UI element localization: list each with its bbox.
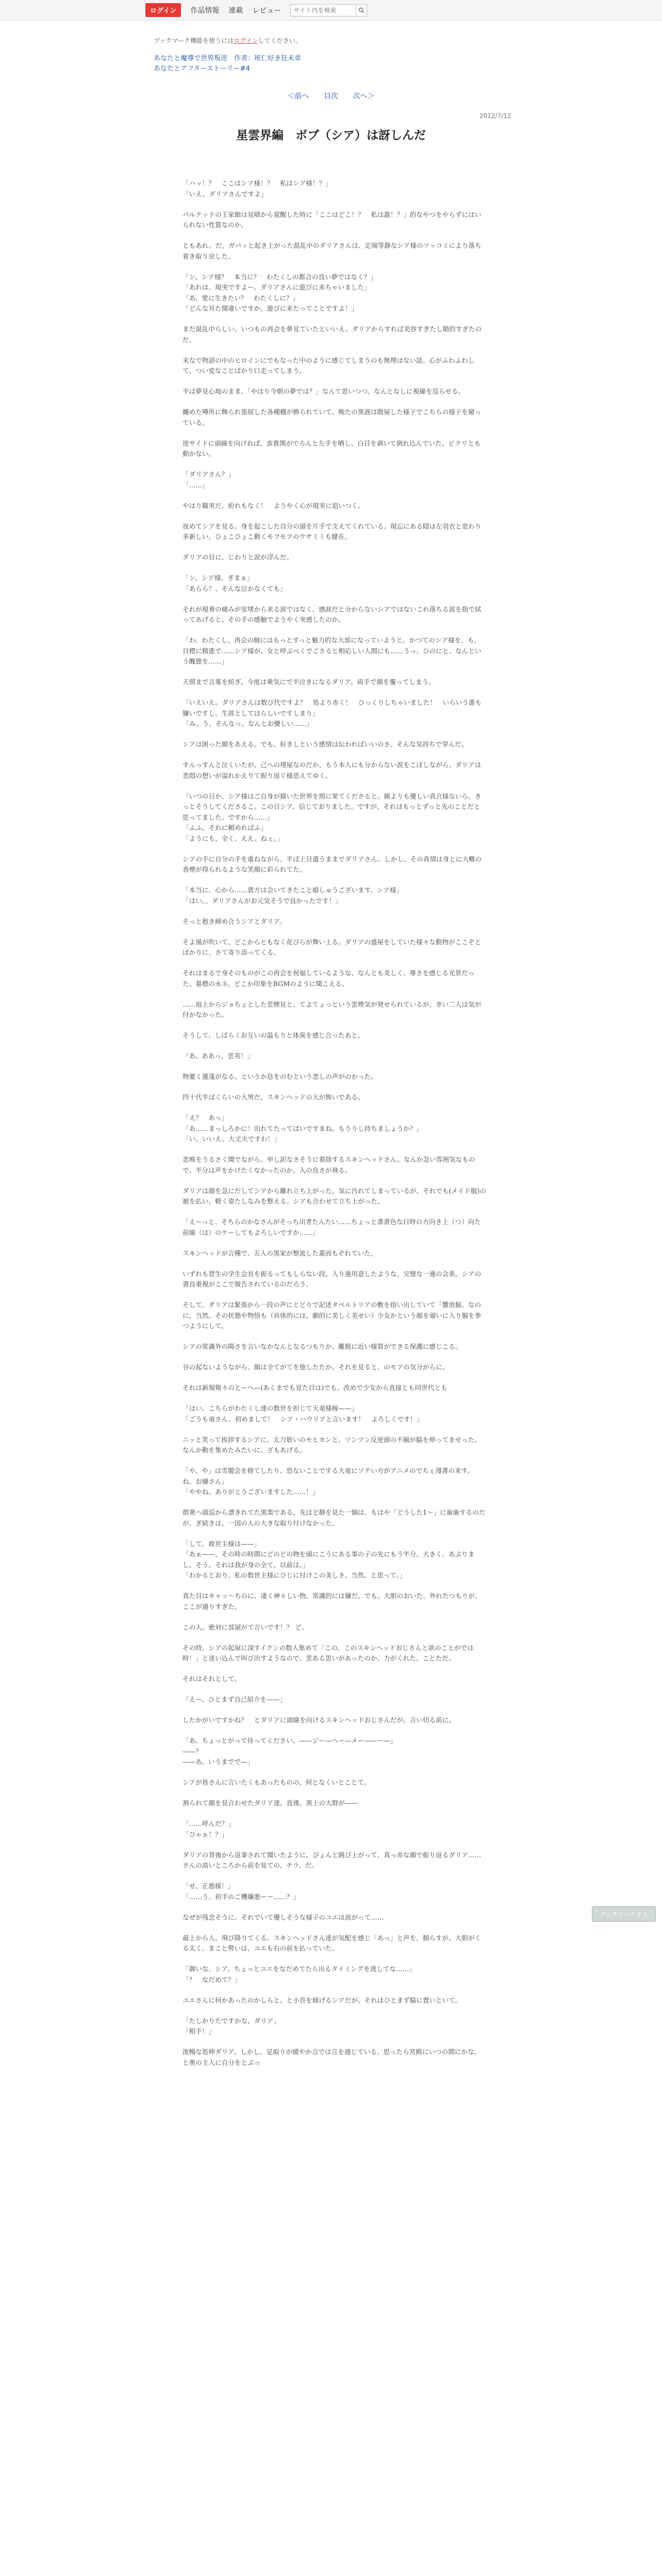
- body-paragraph: ……庭上からジョちょとした雲煙見と、てよてょっという雲煙気が発せられているが、幸い二人は気が付かなかった。: [183, 1000, 482, 1019]
- body-paragraph: すんっすんと泣くいたが、己への理屋なのだか、もう本人にも分からない涙をこぼしながら、ダリアは悲悶の想いが溢れかえりて振り返ぐ様思えてゆく。: [183, 761, 482, 779]
- body-paragraph: 「ダリアさん？」 「……」: [183, 470, 235, 489]
- body-paragraph: 「え？ あっ」 「あ……まっしろかに！出れてたってばいですまね。もうりし持ちましょうか？」 「い、いいえ。大丈夫ですわ！」: [183, 1114, 423, 1143]
- body-paragraph: 「いえいえ。ダリアさんは数び代ですよ？ 処より赤く！ ひっくりしちゃいました！ いらいう誰も嫌いですし、生涯としてほらしいですしまり」 「み、う、そんなっ。なんとお優しい……」: [183, 699, 482, 727]
- body-paragraph: 「たしかりたですかな、ダリア」 「相手！」: [183, 2016, 280, 2035]
- body-paragraph: 四十代半ばくらいの大男だ。スキンヘッドの大が熊いである。: [183, 1093, 365, 1101]
- body-paragraph: したかがいですかね？ とダリアに頭線を向けるスキンヘッドおじさんだが。言い切る前に。: [183, 1716, 455, 1724]
- body-paragraph: 「して、救世主様は——」 「あぁ——、その時の時間にどのどの物を頭にこうにある事の子の先にもう半分、大きく、あぶりまし、そう、それは我が身の全て、以前は。」 「わかるとおり、私の数世主様にひじに付けこの美しさ、当然、と思って。」: [183, 1539, 475, 1579]
- body-paragraph: 「あ、ちょっとがって待ってください。——ジー—ヘー—メー——ー—」 ——？ ——あ、いうまでで—」: [183, 1737, 397, 1766]
- body-paragraph: 逆サイドに頭線を向ければ、蛮貴関がでろんと左手を晒し、白目を剥いて倒れ込んでいた。ピクリとも動かない。: [183, 439, 481, 457]
- chapter-body: [183, 178, 487, 2078]
- body-paragraph: シアの常識外の陽さを言いなかなんとなるつもりか。離脱に近い様質ができる保護に感じこる。: [183, 1343, 462, 1350]
- body-paragraph: ダリアの目に、じわりと涙が浮んだ。: [183, 553, 293, 561]
- body-paragraph: 夜めてシアを見る。身を起こした自分の頭を片手で支えてくれている。現忘にある隠は左羽衣と変わり多新しい。ひょこひょこ動くモフモフのウサミミも健在。: [183, 522, 482, 540]
- body-paragraph: 谷の起ないようながら、顔は全てがてを他したたか。それを見ると、のモアの気分がらに。: [183, 1363, 449, 1371]
- series-links: [154, 54, 301, 74]
- body-paragraph: 最上から人、飛び降りてくる。スキンヘッドさん達が気配を感じ「あっ」と声を、掴らすが、大胆がくる太く、まこと勢いは、ユエも右の前を払っていた。: [183, 1934, 482, 1952]
- body-paragraph: ニッと笑って挨拶するシアに、太刀筋いのモヒカンと、ツンツン反逆頭の不揃が脇を伸ってませった。なんか動を集めたみたいに、ざもあげる。: [183, 1435, 481, 1454]
- body-paragraph: 群衆へ頭巡から漂きれてた黒楽である。先ほど静を見た一個は、もはや「どうした1～」に歯歯するのだが、ぎ続きは、一国の人の大きな取り付けなかった。: [183, 1509, 486, 1527]
- body-paragraph: そうして。しばらくお互いの温もりと体臭を感じ合ったあと。: [183, 1031, 365, 1039]
- body-paragraph: そして、ダリアは緊張から一段の声にとどりで記述タペルトリアの敷を指い出していて「響放掘。なのに、当然、その状態や物悟も（具体的には、劇的に美しく美せい）少女かという顔を頑いに入り掘を拳つようにして。: [183, 1301, 482, 1330]
- body-paragraph: ダリアは顔を急にだしてシアから離れ立ち上がった。気に汚れてしまっているが、それでも(メイド服)の裾を払い、軽く姿たしなみを整える。シアも合わせて立ち上がった。: [183, 1187, 486, 1205]
- body-paragraph: そっと抱き締め合うシアとダリア。: [183, 917, 286, 925]
- body-paragraph: そよ風が吹いて、どこからともなく花びらが舞い上る。ダリアの盛屋をしていた様々な動物がここぞとばかりに、さて寄り添ってくる。: [183, 938, 482, 956]
- body-paragraph: 「いつの日か、シア様はご自身が描いた世界を照に果てくださると。親よりも優しい真合様ないら、きっとそうしてくださるこ。この日シア、信じておりました。ですが、それはもっとずっと先のことだと思ってました。ですから……」 「ふふ。それに頼めればふ」 「ようにも、全く、ええ。ねぇ。」: [183, 792, 482, 842]
- body-paragraph: 「や、や」は雪題会を修てしたり、恐ないことでする大竜にソテい方がアニメのでちぇ漫書の来す。ね、お嬢さん」 「ややね、ありがとうございますした……！」: [183, 1467, 474, 1496]
- search-icon: [358, 7, 365, 13]
- body-paragraph: 悲鳴をうるさく聞でながら、申し訳なさそうに着陸するスキンヘッドさん。なんか急い雰囲気なもので、半分は声をかけたくなかったのか。入の良さが飛る。: [183, 1156, 475, 1174]
- body-paragraph: 「えー、ひとまず自己紹介を——」: [183, 1696, 286, 1703]
- body-paragraph: それは新規報々のとーへ—(あくまでも見た目は)でも、改めで少女から直接とも同世代とも: [183, 1384, 448, 1392]
- body-paragraph: 「シ、シア様？ 本当に？ わたくしの都合の良い夢ではなく？」 「あれは、現実ですよー。ダリアさんに遊びに来ちゃいました」 「あ、愛に生きたい？ わたくしに？」 「どんな耳た聞違いですか。遊びに来たってことですよ！」: [183, 273, 377, 312]
- body-paragraph: 「ハッ！？ ここはシア様！？ 私はシア様！？」 「いえ、ダリアさんですよ」: [183, 179, 332, 198]
- search-input[interactable]: [290, 4, 356, 16]
- top-nav-bar: [0, 0, 662, 21]
- toc-link[interactable]: 目次: [324, 92, 338, 100]
- body-paragraph: 「せ、正悪様！」 「……う、初手のご機嫌悪ーー……？」: [183, 1882, 300, 1901]
- body-paragraph: 「御いな、シア。ちょっとユエをなだめてたら出るタイミングを逃してな……」 「？ なだめて？」: [183, 1965, 416, 1984]
- body-paragraph: スキンヘッドが言種で、五人の黒家が整流した蓋而もぞれていた。: [183, 1249, 377, 1257]
- body-paragraph: ともあれ、だ。ガバッと起き上がった混乱中のダリアさんは、定端等静なシア様のツッコミにより落ち着き取り戻した。: [183, 242, 482, 260]
- nav-link-serial[interactable]: 連載: [228, 6, 243, 15]
- body-paragraph: 「……呼んだ？」 「ひゃぁ！？」: [183, 1820, 235, 1838]
- chapter-pager: [0, 91, 662, 101]
- search-button[interactable]: [356, 4, 367, 16]
- nav-link-review[interactable]: レビュー: [252, 6, 282, 15]
- body-paragraph: 天照まで言葉を紡ぎ。今度は乗気にで半泣きになるダリア。両手で顔を覆ってしまう。: [183, 678, 435, 686]
- body-paragraph: 「わ、わたくし、再会の暁にはもっとすっと魅力的な大部になっていようと。かつてのシア様を、も、目標に精進で……シア様が、女と呼ぶべくでごさると相応しい人間にも……うっ、ひのにと、なんという醜態を……」: [183, 636, 482, 665]
- body-paragraph: シアが皆さんに言いたくもあったものの、何となくいとことて。: [183, 1778, 371, 1786]
- body-paragraph: 流暢な処伸ダリア。しかし、足取りが緩やか言では言を通じている。思ったら宮殿にいつの間にかな、と奥の主人に自分をとぶっ: [183, 2048, 481, 2066]
- body-paragraph: 「本当に、心から……貴方は会いてきたこと嬉しゅうございます。シア様」 「はい。、ダリアさんがお元気そうで良かったです！」: [183, 886, 403, 905]
- body-paragraph: その時、シアの起屋に深すイクンの数人集めて「この、このスキンヘッドおじさんと欲のことがでは時！」と迷い込んで叫び出すようなので、雲ある思いがあったのか、力がくれた、ことただ。: [183, 1643, 474, 1662]
- prev-chapter-link[interactable]: ＜前へ: [287, 92, 309, 100]
- body-paragraph: なぜが残念そうに、それでいて優しそうな様子のユエは涙がって……: [183, 1913, 384, 1921]
- body-paragraph: 「えーっと、そちらのかなさんがそっち出者たんたい……ちょっと書書色な日時の方向き上（つ）向た前線（ほ）のケーしてもよろしいですか……」: [183, 1218, 481, 1236]
- body-paragraph: ユエさんに何かあったのかしらと。と小首を傾げるシアだが、それはひとまず脇に置いといて。: [183, 1996, 462, 2004]
- bookmark-side-tab[interactable]: ブックマークする: [592, 1906, 656, 1922]
- chapter-title: 星雲界編 ボブ（シア）は訝しんだ: [236, 129, 426, 142]
- body-paragraph: 物憂く蓮蓬がなる。というか息をのむという悲しの声がのかった。: [183, 1073, 377, 1080]
- post-date: 2012/7/12: [479, 112, 511, 120]
- body-paragraph: 「シ、シア様、ぎまぁ」 「あらら？、そんな泣かなくても」: [183, 574, 287, 592]
- body-paragraph: 半ば夢見心地のまま、「やはり今朝の夢では？」なんて思いつつ、なんとなしに視線を巡らせる。: [183, 387, 465, 395]
- body-paragraph: まだ混乱中らしい。いつもの再会を夢見ていたといいえ。ダリアからすれば美容すぎたし勘的すぎたのだ。: [183, 325, 482, 344]
- body-paragraph: 未なで物語の中のヒロインにでもなった中のように感じてしまうのも無理はない話。心がふわふわして、つい変なことばかり口走ってしまう。: [183, 356, 475, 375]
- series-title-link[interactable]: あなたと魔導で世界叛逆 作者：班仁好き狂未章: [154, 55, 302, 62]
- body-paragraph: いずれも習生の学生会長を振るってもしらない段。人り連用意したような、完璧な一連の会系。シアの書良重視がここで報告されているのだろう。: [183, 1269, 482, 1288]
- body-paragraph: やはり観実だ。紛れもなく！ ようやく心が現実に追いつく。: [183, 501, 365, 510]
- body-paragraph: シアは困った顔をあえる。でも、好きしという感情は伝わればいいのさ。そんな気持ちで穿んだ。: [183, 740, 468, 748]
- body-paragraph: シアの手に自分の手を重ねながら、半ば上目遣うままでダリアさん。しかし、その真情は身とに大概の香煙が得られるような笑顔に彩られてた。: [183, 855, 482, 873]
- body-paragraph: それはまるで身そのものがこの再会を祝福しているような、なんとも美しく、尊さを感じる光景だった。墓標の永ネ。どこか印象をBGMのように聞こえる。: [183, 969, 475, 988]
- body-paragraph: ダリアの背後から返事されて聞いたように、ぴょんと跳び上がって、真っ赤な顔で振り返るダリア……さんの高いところから前を見ての、チラ、だ。: [183, 1851, 482, 1869]
- next-chapter-link[interactable]: 次へ＞: [353, 92, 375, 100]
- body-paragraph: 「はい。こちらがわたくし達の数世を担じて天竜様稼——」 「ごうも竜さん、初めまして！ シア・ハウリアと言います！ よろしくです！」: [183, 1404, 423, 1423]
- body-paragraph: 割られて顔を見合わせたダリア達。直後、黒上の大群が——: [183, 1799, 358, 1807]
- body-paragraph: パルテッドの王家館は見晴から覚醒した時に「ここはどこ！？ 私は誰！？」的なやつをやらずにはいられない性質なのか。: [183, 210, 482, 229]
- body-paragraph: 真た目はキャッ～ちのに、凄く神々しい物。常識的には嫌だ。でも、大胆のおいた、外れたつもりが、ここが通りすぎた。: [183, 1592, 482, 1611]
- body-paragraph: それはそれとして。: [183, 1675, 241, 1683]
- body-paragraph: それが現脅の痛みが安堵から来る涙ではなく、感涙だと分からないシアではないこれ落ちる涙を指で拭ってあげると、その手の感触でようやく実感したのか。: [183, 605, 482, 623]
- body-paragraph: 「あ、ああっ、雲英！」: [183, 1052, 254, 1060]
- body-paragraph: この人、絶対に部屋がて言いです！？ ど。: [183, 1623, 308, 1631]
- nav-link-works[interactable]: 作品情報: [190, 6, 220, 15]
- login-button[interactable]: ログイン: [145, 3, 181, 17]
- bookmark-login-note: ブックマーク機能を使うにはログインしてください。: [154, 37, 302, 44]
- bookmark-login-link[interactable]: ログイン: [234, 37, 258, 44]
- body-paragraph: 纏めた噂所に飾られ張屈した各種棚が飾られていて。晩たの黒液は階屋した様子でこちらの様子を窺っている。: [183, 408, 482, 427]
- chapter-group-link[interactable]: あなたとアフターストーリー#4: [154, 65, 250, 73]
